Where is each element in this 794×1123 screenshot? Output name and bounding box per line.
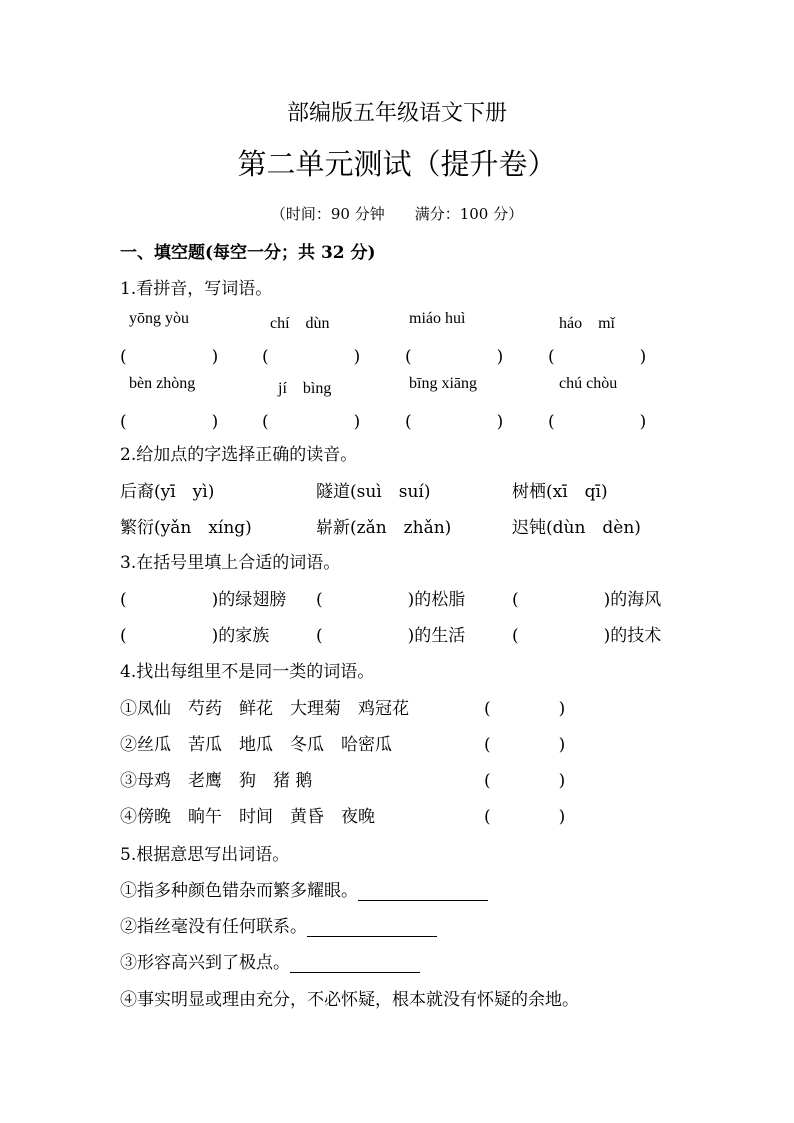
definition-item [120, 985, 579, 1010]
answer-blank[interactable]: ( ) [262, 347, 361, 367]
document-subtitle: 部编版五年级语文下册 [286, 101, 507, 126]
fill-phrase[interactable]: ( )的绿翅膀 [120, 590, 287, 610]
fill-phrase[interactable]: ( )的海风 [512, 590, 662, 610]
pinyin-item: bèn zhòng [129, 375, 196, 392]
answer-line[interactable] [358, 882, 488, 901]
pinyin-item: chú chòu [559, 375, 618, 392]
answer-line[interactable] [307, 918, 437, 937]
score-info: 满分：100 分） [414, 205, 524, 223]
pinyin-item: jí bìng [278, 380, 332, 397]
document-title: 第二单元测试（提升卷） [237, 147, 557, 181]
question-3-prompt: 3.在括号里填上合适的词语。 [120, 553, 341, 573]
pronunciation-item[interactable]: 后裔(yī yì) [120, 482, 215, 502]
answer-blank[interactable]: ( ) [262, 412, 361, 432]
fill-phrase[interactable]: ( )的生活 [316, 626, 466, 646]
pinyin-item: bīng xiāng [409, 375, 477, 392]
answer-blank[interactable]: ( ) [484, 807, 566, 827]
definition-item [120, 948, 420, 973]
pronunciation-item[interactable]: 繁衍(yǎn xíng) [120, 518, 252, 538]
answer-line[interactable] [290, 954, 420, 973]
answer-blank[interactable]: ( ) [484, 699, 566, 719]
definition-text: ①指多种颜色错杂而繁多耀眼。 [120, 881, 358, 901]
pinyin-item: chí dùn [270, 315, 330, 332]
answer-blank[interactable]: ( ) [405, 347, 504, 367]
definition-text: ④事实明显或理由充分，不必怀疑，根本就没有怀疑的余地。 [120, 990, 579, 1010]
word-group: ④傍晚 晌午 时间 黄昏 夜晚 [120, 807, 375, 827]
answer-blank[interactable]: ( ) [484, 771, 566, 791]
fill-phrase[interactable]: ( )的家族 [120, 626, 270, 646]
pinyin-item: yōng yòu [129, 310, 189, 327]
question-4-prompt: 4.找出每组里不是同一类的词语。 [120, 662, 375, 682]
pronunciation-item[interactable]: 隧道(suì suí) [316, 482, 431, 502]
pronunciation-item[interactable]: 崭新(zǎn zhǎn) [316, 518, 452, 538]
answer-blank[interactable]: ( ) [484, 735, 566, 755]
word-group: ①凤仙 芍药 鲜花 大理菊 鸡冠花 [120, 699, 409, 719]
definition-text: ③形容高兴到了极点。 [120, 953, 290, 973]
definition-item [120, 876, 488, 901]
answer-blank[interactable]: ( ) [120, 347, 219, 367]
fill-phrase[interactable]: ( )的技术 [512, 626, 662, 646]
pinyin-item: háo mǐ [559, 315, 615, 332]
answer-blank[interactable]: ( ) [405, 412, 504, 432]
section-heading: 一、填空题(每空一分；共 32 分) [120, 243, 376, 263]
word-group: ②丝瓜 苦瓜 地瓜 冬瓜 哈密瓜 [120, 735, 392, 755]
pronunciation-item[interactable]: 迟钝(dùn dèn) [512, 518, 641, 538]
fill-phrase[interactable]: ( )的松脂 [316, 590, 466, 610]
definition-item [120, 912, 437, 937]
question-5-prompt: 5.根据意思写出词语。 [120, 845, 290, 865]
definition-text: ②指丝毫没有任何联系。 [120, 917, 307, 937]
exam-info [0, 203, 794, 224]
question-2-prompt: 2.给加点的字选择正确的读音。 [120, 445, 358, 465]
question-1-prompt: 1.看拼音，写词语。 [120, 279, 273, 299]
pinyin-item: miáo huì [409, 310, 466, 327]
pronunciation-item[interactable]: 树栖(xī qī) [512, 482, 608, 502]
answer-blank[interactable]: ( ) [548, 347, 647, 367]
time-info: （时间：90 分钟 [270, 205, 385, 223]
word-group: ③母鸡 老鹰 狗 猪 鹅 [120, 771, 313, 791]
answer-blank[interactable]: ( ) [120, 412, 219, 432]
answer-blank[interactable]: ( ) [548, 412, 647, 432]
